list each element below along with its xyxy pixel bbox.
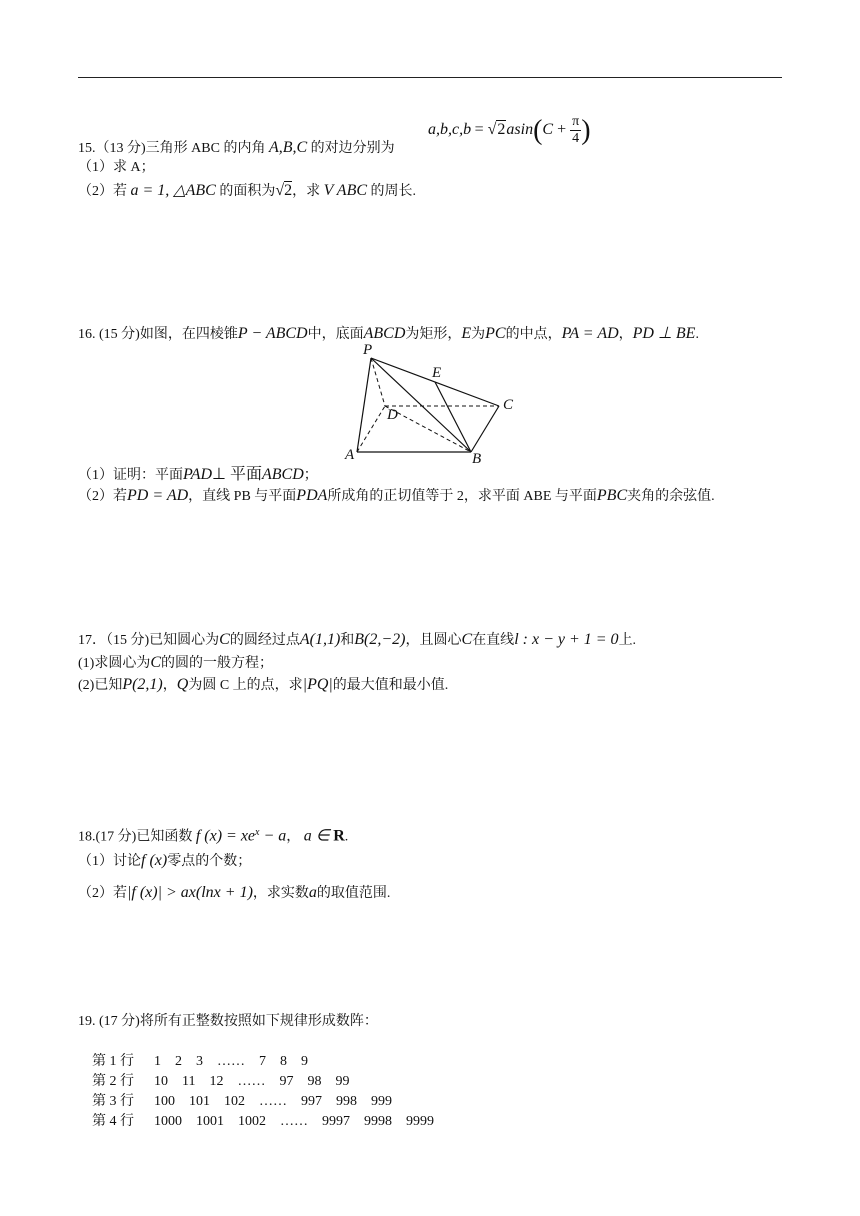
q16-head: 16. (15 分)如图，在四棱锥P − ABCD中，底面ABCD为矩形，E为PC的中点，PA = AD，PD ⊥ BE. [78, 325, 699, 342]
header-rule [78, 77, 782, 78]
q16-part1: （1）证明：平面PAD⊥ 平面ABCD； [78, 466, 318, 483]
q18-part2: （2）若|f (x)| > ax(lnx + 1)，求实数a的取值范围. [78, 884, 391, 901]
q19-row-4: 第 4 行 1000 1001 1002 …… 9997 9998 9999 [92, 1114, 434, 1129]
label-E: E [432, 365, 442, 381]
label-B: B [472, 451, 482, 465]
q19-row-1: 第 1 行 1 2 3 …… 7 8 9 [92, 1054, 308, 1069]
pi-over-4: $\frac{\pi}{4}$ [572, 114, 580, 147]
q17-head: 17．（15 分)已知圆心为C的圆经过点A(1,1)和B(2,−2)，且圆心C在直线l : x − y + 1 = 0上. [78, 631, 637, 648]
label-A: A [345, 447, 355, 463]
q15-part1: （1）求 A； [78, 160, 155, 175]
q16-part2: （2）若PD = AD，直线 PB 与平面PDA所成角的正切值等于 2，求平面 ABE 与平面PBC夹角的余弦值. [78, 487, 715, 504]
q15-formula: a,b,c,b = √2asin(C + $\frac{\pi}{4}$ ) [428, 108, 591, 152]
q18-part1: （1）讨论f (x)零点的个数； [78, 852, 252, 869]
pyramid-figure [340, 340, 530, 465]
label-P: P [363, 342, 373, 358]
q17-part1: (1)求圆心为C的圆的一般方程； [78, 654, 273, 671]
q18-head: 18.(17 分)已知函数 f $(x) = xe^x - a$， a ∈ R. [78, 827, 349, 845]
label-D: D [387, 407, 398, 423]
q17-part2: (2)已知P(2,1)，Q为圆 C 上的点，求|PQ|的最大值和最小值. [78, 676, 449, 693]
sqrt-2: √2 [487, 121, 506, 138]
q19-head: 19. (17 分)将所有正整数按照如下规律形成数阵： [78, 1014, 378, 1029]
label-C: C [503, 397, 514, 413]
q15-part2: （2）若 a = 1, △ABC 的面积为√2，求 V ABC 的周长. [78, 182, 417, 199]
q15-head: 15.（13 分)三角形 ABC 的内角 A,B,C 的对边分别为 [78, 139, 395, 156]
q19-row-3: 第 3 行 100 101 102 …… 997 998 999 [92, 1094, 392, 1109]
q19-row-2: 第 2 行 10 11 12 …… 97 98 99 [92, 1074, 350, 1089]
